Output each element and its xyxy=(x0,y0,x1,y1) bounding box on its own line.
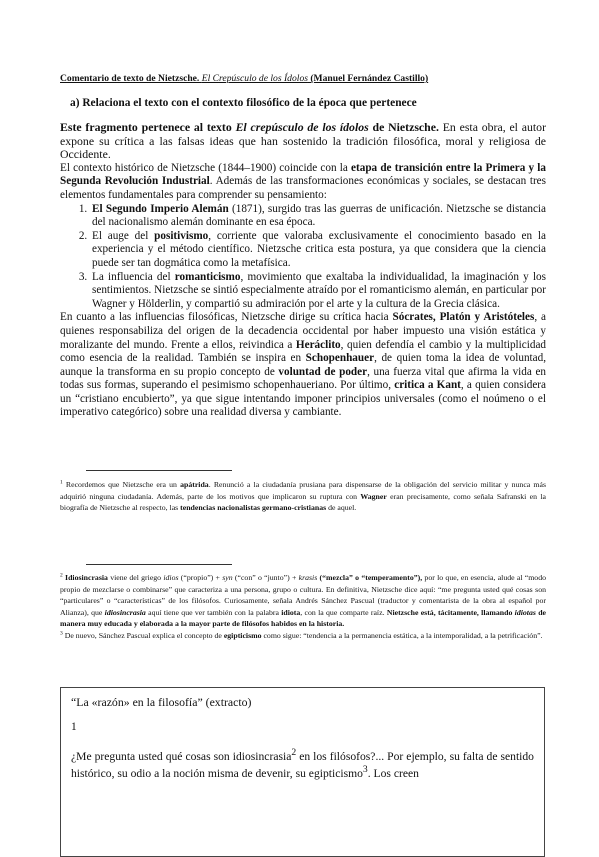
footnote-ref-3[interactable]: 3 xyxy=(362,764,368,776)
title-prefix: Comentario de texto de Nietzsche. xyxy=(60,73,202,84)
title-author: (Manuel Fernández Castillo) xyxy=(307,73,429,84)
footnote-1: $^1$ Recordemos que Nietzsche era un apátrida. Renunció a la ciudadanía prusiana para dispensarse de la obligación del servicio militar y nunca más adquirió ninguna ciudadanía. Además, parte de los motivos que implicaron su ruptura con Wagner eran precisamente, como señala Safranski en la biografía de Nietzsche al respecto, las tendencias nacionalistas germano-cristianas de aquel. xyxy=(60,479,546,513)
paragraph-context: El contexto histórico de Nietzsche (1844–1900) coincide con la etapa de transición entre la Primera y la Segunda Revolución Industrial. Además de las transformaciones económicas y sociales, se destacan tres elementos fundamentales para comprender su pensamiento: xyxy=(60,161,546,201)
main-body xyxy=(60,121,546,420)
excerpt-box xyxy=(60,687,545,857)
list-item: 3. La influencia del romanticismo, movimiento que exaltaba la individualidad, la imaginación y los sentimientos. Nietzsche se sintió especialmente atraído por el romanticismo alemán, en particular por Wagner y Hölderlin, y compartió su admiración por el arte y la cultura de la Grecia clásica. xyxy=(90,271,546,312)
footnote-ref-2[interactable]: 2 xyxy=(291,747,297,759)
title-work: El Crepúsculo de los Ídolos xyxy=(201,73,308,84)
list-item: 1. El Segundo Imperio Alemán (1871), surgido tras las guerras de unificación. Nietzsche se distancia del nacionalismo alemán dominante en esa época. xyxy=(90,203,546,230)
excerpt-section-number: 1 xyxy=(71,721,77,733)
list-item: 2. El auge del positivismo, corriente que valoraba exclusivamente el conocimiento basado en la experiencia y el método científico. Nietzsche critica esta postura, ya que considera que la ciencia puede ser tan dogmática como la metafísica. xyxy=(90,230,546,271)
footnote-2: $^2$ Idiosincrasia viene del griego idios (“propio”) + syn (“con” o “junto”) + krasis (“mezcla” o “temperamento”), por lo que, en esencia, alude al “modo propio de mezclarse o combinarse” que caracteriza a una persona, grupo o cultura. En definitiva, Nietzsche dice aquí: “me pregunta usted qué cosas son “particulares” o “características” de los filósofos. Curiosamente, señala Andrés Sánchez Pascual (traductor y comentarista de la obra al español por Alianza), que idiosincrasia aquí tiene que ver también con la palabra idiota, con la que comparte raíz. Nietzsche está, tácitamente, llamando idiotas de manera muy educada y elaborada a la mayor parte de filósofos habidos en la historia. $^3$ De nuevo, Sánchez Pascual explica el concepto de egipticismo como sigue: “tendencia a la permanencia estática, a la intemporalidad, a la petrificación”. xyxy=(60,572,547,640)
section-heading: a) Relaciona el texto con el contexto filosófico de la época que pertenece xyxy=(70,97,417,109)
paragraph-intro: Este fragmento pertenece al texto El crepúsculo de los ídolos de Nietzsche. En esta obra, el autor expone su crítica a las falsas ideas que han sostenido la tradición filosófica, moral y religiosa de Occidente. xyxy=(60,120,546,162)
influences-list xyxy=(60,203,546,312)
document-title xyxy=(60,73,550,84)
excerpt-text: ¿Me pregunta usted qué cosas son idiosincrasia$^2$ en los filósofos?... Por ejemplo, su falta de sentido histórico, su odio a la noción misma de devenir, su egipticismo$^3$. Los creen xyxy=(71,747,534,780)
paragraph-philosophy: En cuanto a las influencias filosóficas, Nietzsche dirige su crítica hacia Sócrates, Platón y Aristóteles, a quienes responsabiliza del origen de la decadencia occidental por haber impuesto una visión estática y moralizante del mundo. Frente a ellos, reivindica a Heráclito, quien defendía el cambio y la multiplicidad como esencia de la realidad. También se inspira en Schopenhauer, de quien toma la idea de voluntad, aunque la transforma en su propio concepto de voluntad de poder, una fuerza vital que afirma la vida en todas sus formas, superando el pesimismo schopenhaueriano. Por último, critica a Kant, a quien considera un “cristiano encubierto”, ya que sigue intentando imponer principios universales (como el noúmeno o el imperativo categórico) sobre una realidad diversa y cambiante. xyxy=(60,311,547,419)
footnote-separator xyxy=(86,564,232,565)
footnote-3: $^3$ De nuevo, Sánchez Pascual explica el concepto de egipticismo como sigue: “tendencia a la permanencia estática, a la intemporalidad, a la petrificación”. xyxy=(60,630,543,640)
excerpt-title: “La «razón» en la filosofía” (extracto) xyxy=(71,695,252,709)
footnote-separator xyxy=(86,470,232,471)
